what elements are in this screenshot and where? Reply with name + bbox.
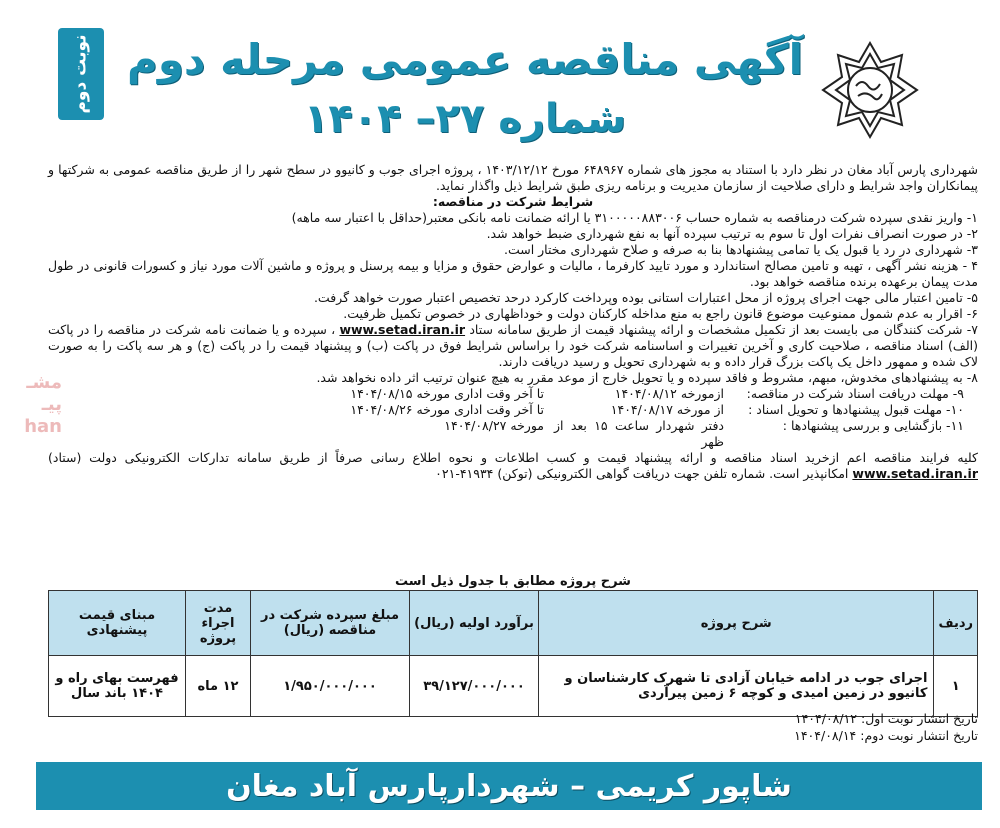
footer-banner — [36, 762, 982, 810]
deadline-to: مورخه ۱۴۰۴/۰۸/۲۷ — [444, 418, 544, 433]
municipality-logo — [820, 40, 920, 140]
deadline-to: تا آخر وقت اداری مورخه ۱۴۰۴/۰۸/۱۵ — [350, 386, 544, 401]
publish-second: تاریخ انتشار نوبت دوم: ۱۴۰۴/۰۸/۱۴ — [794, 728, 978, 743]
condition-8: ۸- به پیشنهادهای مخدوش، مبهم، مشروط و فاقد سپرده و یا تحویل خارج از موعد مقرر به هیچ عنوان ترتیب اثر داده نخواهد شد. — [316, 370, 978, 385]
deadline-row — [48, 402, 978, 418]
condition-7-start: ۷- شرکت کنندگان می بایست بعد از تکمیل مشخصات و ارائه پیشنهاد قیمت از طریق سامانه ستاد — [469, 322, 978, 337]
col-header-description: شرح پروژه — [539, 591, 934, 656]
cell-row-number: ۱ — [934, 656, 978, 717]
notice-number: شماره ۲۷– ۱۴۰۴ — [303, 96, 627, 142]
deadline-label: ۱۰- مهلت قبول پیشنهادها و تحویل اسناد : — [748, 402, 964, 417]
deadline-row — [48, 386, 978, 402]
final-note-text: کلیه فرایند مناقصه اعم ازخرید اسناد مناقصه و ارائه پیشنهاد قیمت و کسب اطلاعات و نحوه اطلاع رسانی صرفاً از طریق سامانه تدارکات الکترونیکی دولت (ستاد) — [48, 450, 978, 465]
condition-1: ۱- واریز نقدی سپرده شرکت درمناقصه به شماره حساب ۳۱۰۰۰۰۰۸۸۳۰۰۶ یا ارائه ضمانت نامه بانکی معتبر(حداقل با اعتبار سه ماهه) — [291, 210, 978, 225]
condition-6: ۶- اقرار به عدم شمول ممنوعیت موضوع قانون راجع به منع مداخله کارکنان دولت و خوداظهاری در خصوص تکمیل ظرفیت. — [343, 306, 978, 321]
table-header-row — [49, 591, 978, 656]
final-note — [48, 450, 978, 482]
condition-2: ۲- در صورت انصراف نفرات اول تا سوم به ترتیب سپرده آنها به نفع شهرداری ضبط خواهد شد. — [486, 226, 978, 241]
publish-first: تاریخ انتشار نوبت اول: ۱۴۰۴/۰۸/۱۲ — [794, 711, 978, 726]
round-badge — [58, 28, 104, 120]
col-header-deposit: مبلغ سپرده شرکت در مناقصه (ریال) — [251, 591, 410, 656]
deadline-from: از مورخه ۱۴۰۴/۰۸/۱۷ — [610, 402, 724, 417]
col-header-duration: مدت اجراء پروژه — [186, 591, 251, 656]
cell-estimate: ۳۹/۱۲۷/۰۰۰/۰۰۰ — [410, 656, 539, 717]
project-table — [48, 590, 978, 717]
col-header-row-number: ردیف — [934, 591, 978, 656]
col-header-price-basis: مبنای قیمت پیشنهادی — [49, 591, 186, 656]
round-label: نوبت دوم — [71, 34, 91, 114]
notice-body — [48, 162, 978, 482]
condition-4: ۴ - هزینه نشر آگهی ، تهیه و تامین مصالح استاندارد و مورد تایید کارفرما ، مالیات و عوارض حقوق و مزایا و بیمه پرسنل و پروژه و ماشین آلات مورد نیاز و کسورات قانونی در طول مدت پیمان برعهده برنده مناقصه خواهد بود. — [48, 258, 978, 289]
cell-deposit: ۱/۹۵۰/۰۰۰/۰۰۰ — [251, 656, 410, 717]
setad-link[interactable]: www.setad.iran.ir — [852, 466, 978, 481]
publish-dates — [48, 710, 978, 744]
final-note-rest: امکانپذیر است. شماره تلفن جهت دریافت گواهی الکترونیکی (توکن) ۴۱۹۳۴-۰۲۱ — [435, 466, 849, 481]
col-header-estimate: برآورد اولیه (ریال) — [410, 591, 539, 656]
deadline-label: ۹- مهلت دریافت اسناد شرکت در مناقصه: — [746, 386, 964, 401]
deadline-to: تا آخر وقت اداری مورخه ۱۴۰۴/۰۸/۲۶ — [350, 402, 544, 417]
cell-description: اجرای جوب در ادامه خیابان آزادی تا شهرک کارشناسان و کانیوو در زمین امیدی و کوچه ۶ زمین پیرآردی — [539, 656, 934, 717]
setad-link[interactable]: www.setad.iran.ir — [339, 322, 466, 337]
deadline-row — [48, 418, 978, 450]
deadline-from: دفتر شهردار ساعت ۱۵ بعد از ظهر — [554, 418, 724, 449]
cell-price-basis: فهرست بهای راه و ۱۴۰۴ باند سال — [49, 656, 186, 717]
table-caption: شرح پروژه مطابق با جدول ذیل است — [395, 574, 631, 589]
condition-7 — [48, 322, 978, 370]
watermark-mark: مشـ پیـ han — [24, 372, 62, 437]
mayor-signature: شاپور کریمی – شهردارپارس آباد مغان — [226, 768, 792, 804]
condition-3: ۳- شهرداری در رد یا قبول یک یا تمامی پیشنهادها بنا به صرفه و صلاح شهرداری مختار است. — [503, 242, 978, 257]
table-row — [49, 656, 978, 717]
condition-5: ۵- تامین اعتبار مالی جهت اجرای پروژه از محل اعتبارات استانی بوده وپرداخت کارکرد درحد تخصیص اعتبار صورت خواهد گرفت. — [313, 290, 978, 305]
condition-7-rest: ، سپرده و یا ضمانت نامه شرکت در مناقصه را در پاکت (الف) اسناد مناقصه ، صلاحیت کاری و آخرین تغییرات و اساسنامه شرکت خود را براساس شرایط فوق در پاکت (ب) و پیشنهاد قیمت را در پاکت (ج) و هر سه پاکت را به صورت لاک شده و ممهور داخل یک پاکت بزرگ قرار داده و به شهرداری تحویل و رسید دریافت دارند. — [48, 322, 978, 369]
deadline-from: ازمورخه ۱۴۰۴/۰۸/۱۲ — [614, 386, 724, 401]
notice-title: آگهی مناقصه عمومی مرحله دوم — [127, 35, 803, 84]
conditions-heading: شرایط شرکت در مناقصه: — [432, 194, 594, 209]
cell-duration: ۱۲ ماه — [186, 656, 251, 717]
deadline-label: ۱۱- بازگشایی و بررسی پیشنهادها : — [782, 418, 964, 433]
intro-text: شهرداری پارس آباد مغان در نظر دارد با استناد به مجوز های شماره ۶۴۸۹۶۷ مورخ ۱۴۰۳/۱۲/۱۲ ، پروژه اجرای جوب و کانیوو در سطح شهر را از طریق مناقصه عمومی به شرکتها و پیمانکاران واجد شرایط و دارای صلاحیت از سازمان مدیریت و برنامه ریزی طبق شرایط ذیل واگذار نماید. — [48, 162, 978, 193]
